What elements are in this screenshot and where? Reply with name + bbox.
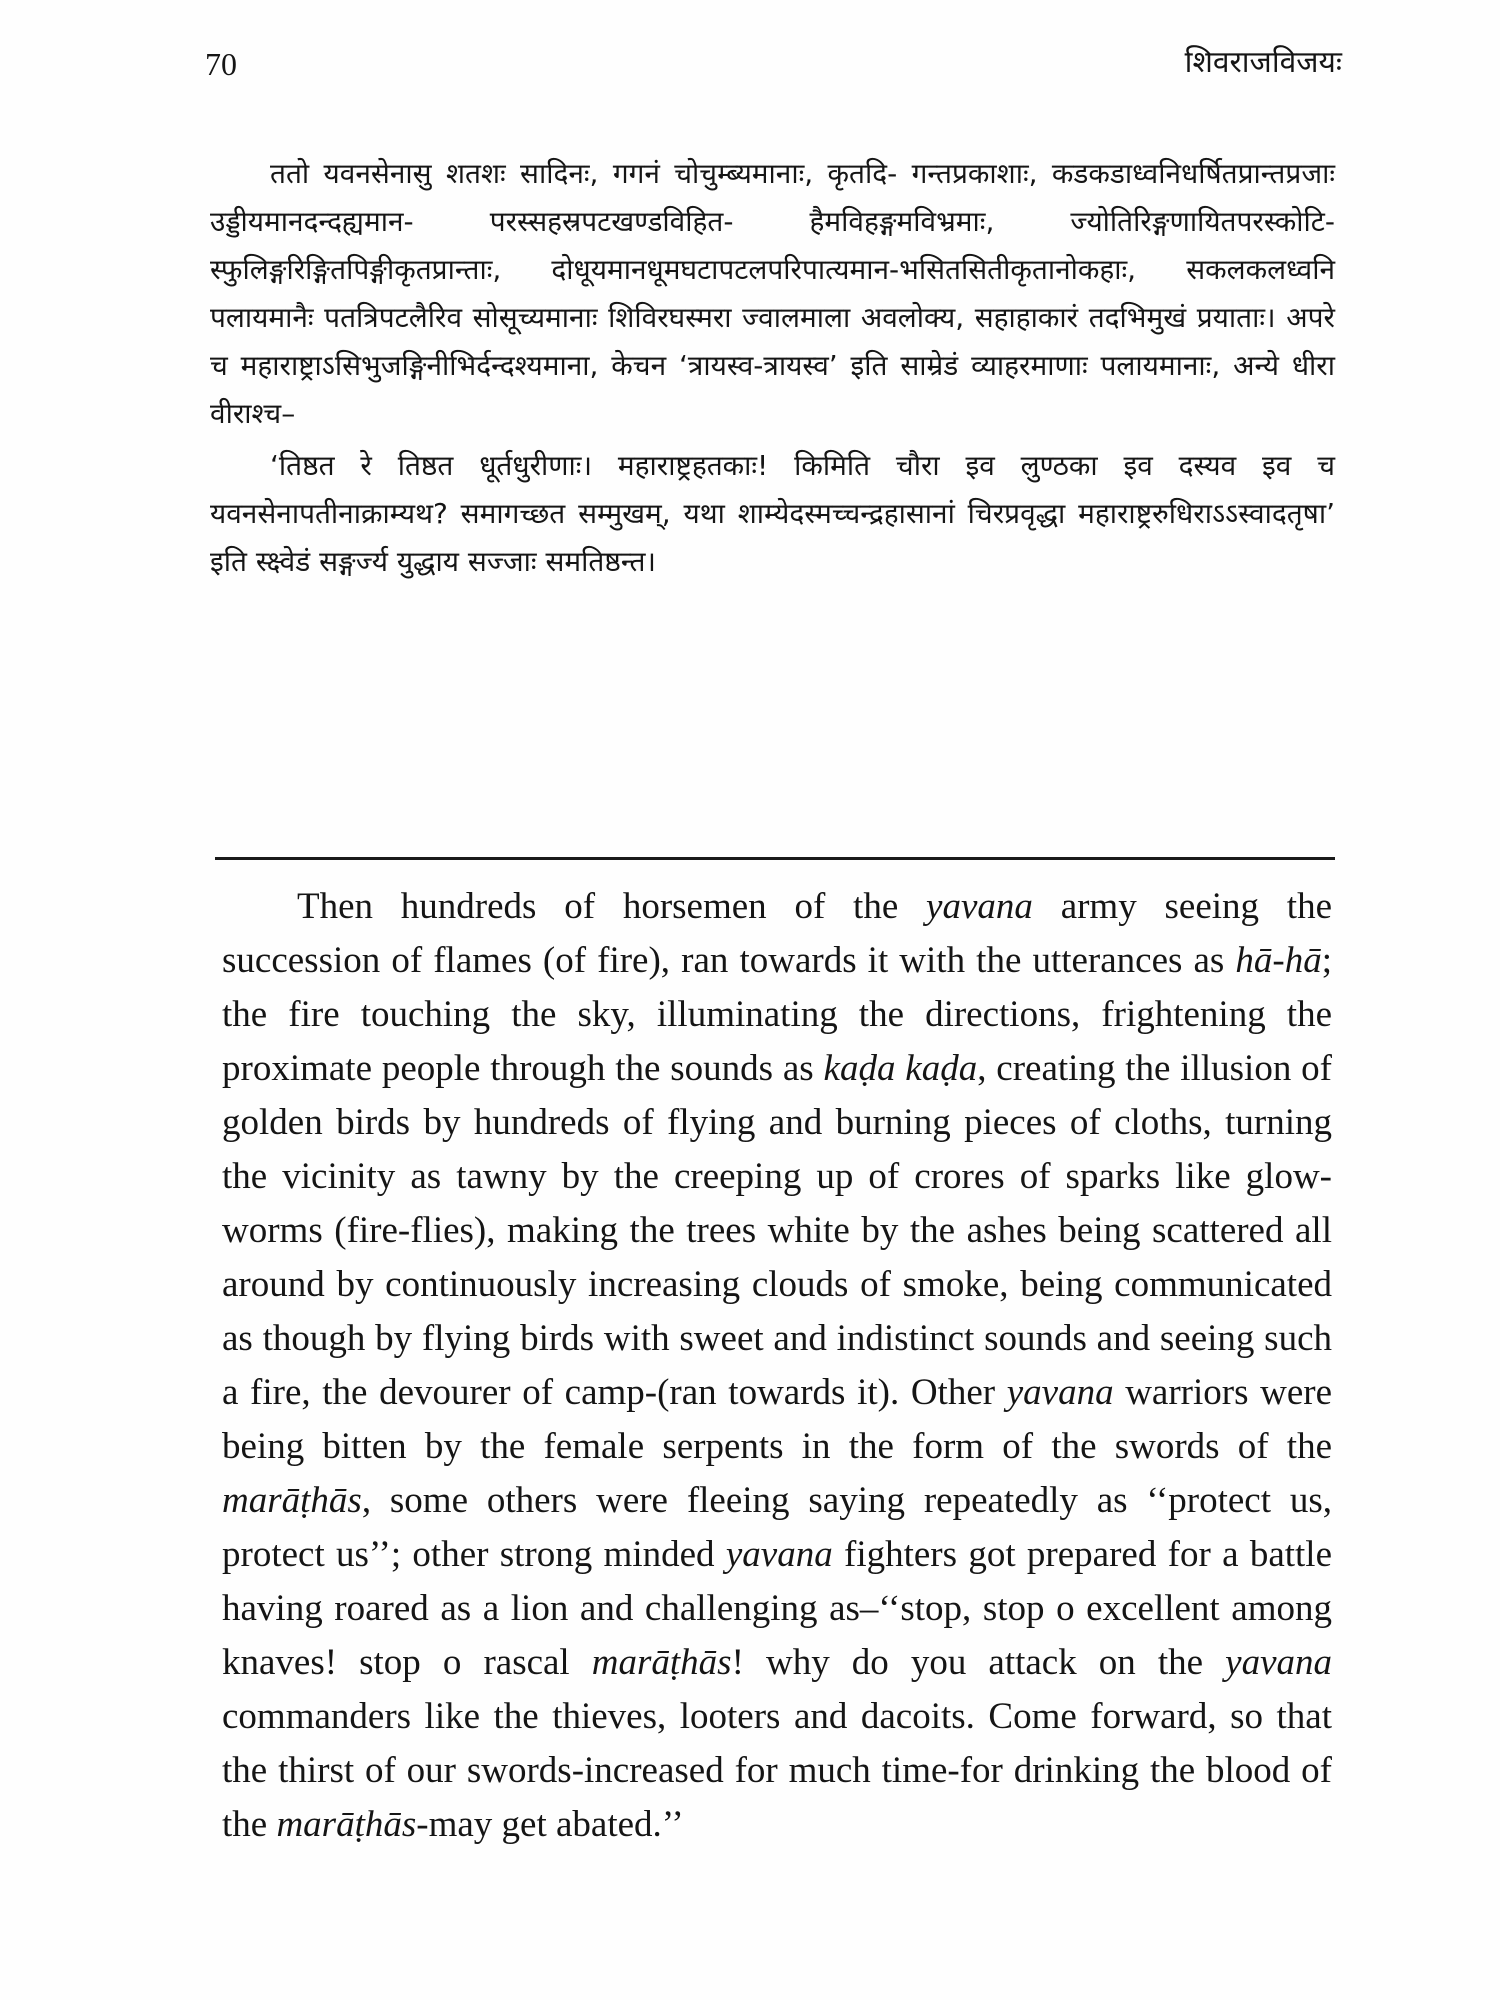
sanskrit-paragraph-1: ततो यवनसेनासु शतशः सादिनः, गगनं चोचुम्ब्यमानाः, कृतदि- गन्तप्रकाशाः, कडकडाध्वनिधर्षितप्रान्तप्रजाः उड्डीयमानदन्दह्यमान- परस्सहस्रपटखण्डविहित- हैमविहङ्गमविभ्रमाः, ज्योतिरिङ्गणायितपरस्कोटि- स्फुलिङ्गरिङ्गितपिङ्गीकृतप्रान्ताः, दोधूयमानधूमघटापटलपरिपात्यमान-भसितसितीकृतानोकहाः, सकलकलध्वनि पलायमानैः पतत्रिपटलैरिव सोसूच्यमानाः शिविरघस्मरा ज्वालमाला अवलोक्य, सहाहाकारं तदभिमुखं प्रयाताः। अपरे च महाराष्ट्राऽसिभुजङ्गिनीभिर्दन्दश्यमाना, केचन ‘त्रायस्व-त्रायस्व’ इति साम्रेडं व्याहरमाणाः पलायमानाः, अन्ये धीरा वीराश्च– xyxy=(210,157,1335,430)
translation-text: , some others were fleeing saying repeatedly as ‘‘protect us, protect us’’; other strong minded xyxy=(222,1480,1332,1575)
translation-text: ! why do you attack on the xyxy=(731,1642,1226,1683)
sanskrit-text xyxy=(210,150,1335,586)
italic-term: hā-hā xyxy=(1235,940,1322,981)
translation-text: fighters got prepared for a battle having roared as a lion and challenging as–‘‘stop, stop o excellent among knaves! stop o rascal xyxy=(222,1534,1332,1683)
english-translation xyxy=(222,880,1332,1852)
italic-term: marāṭhās xyxy=(591,1642,732,1683)
page-number: 70 xyxy=(205,46,237,82)
sanskrit-paragraph-2: ‘तिष्ठत रे तिष्ठत धूर्तधुरीणाः। महाराष्ट्रहतकाः! किमिति चौरा इव लुण्ठका इव दस्यव इव च यवनसेनापतीनाक्राम्यथ? समागच्छत सम्मुखम्, यथा शाम्येदस्मच्चन्द्रहासानां चिरप्रवृद्धा महाराष्ट्ररुधिराऽऽस्वादतृषा’ इति स्क्ष्वेडं सङ्गर्ज्य युद्धाय सज्जाः समतिष्ठन्त। xyxy=(210,449,1335,578)
italic-term: yavana xyxy=(725,1534,833,1575)
italic-term: yavana xyxy=(926,886,1033,927)
running-title: शिवराजविजयः xyxy=(1184,45,1342,80)
translation-text: army seeing the succession of flames (of fire), ran towards it with the utterances as xyxy=(222,886,1332,981)
translation-text: -may get abated.’’ xyxy=(416,1804,684,1845)
italic-term: yavana xyxy=(1225,1642,1332,1683)
translation-paragraph xyxy=(222,880,1332,1852)
italic-term: kaḍa kaḍa xyxy=(823,1048,978,1089)
section-divider xyxy=(215,857,1335,860)
translation-text: commanders like the thieves, looters and dacoits. Come forward, so that the thirst of our swords-increased for much time-for drinking the blood of the xyxy=(222,1696,1332,1845)
translation-text: warriors were being bitten by the female serpents in the form of the swords of the xyxy=(222,1372,1333,1467)
translation-text: Then hundreds of horsemen of the xyxy=(297,886,927,927)
italic-term: marāṭhās xyxy=(276,1804,417,1845)
italic-term: marāṭhās xyxy=(222,1480,362,1521)
translation-text: ; the fire touching the sky, illuminating the directions, frightening the proximate people through the sounds as xyxy=(222,940,1332,1089)
translation-text: , creating the illusion of golden birds by hundreds of flying and burning pieces of cloths, turning the vicinity as tawny by the creeping up of crores of sparks like glow-worms (fire-flies), making the trees white by the ashes being scattered all around by continuously increasing clouds of smoke, being communicated as though by flying birds with sweet and indistinct sounds and seeing such a fire, the devourer of camp-(ran towards it). Other xyxy=(222,1048,1332,1413)
italic-term: yavana xyxy=(1006,1372,1114,1413)
